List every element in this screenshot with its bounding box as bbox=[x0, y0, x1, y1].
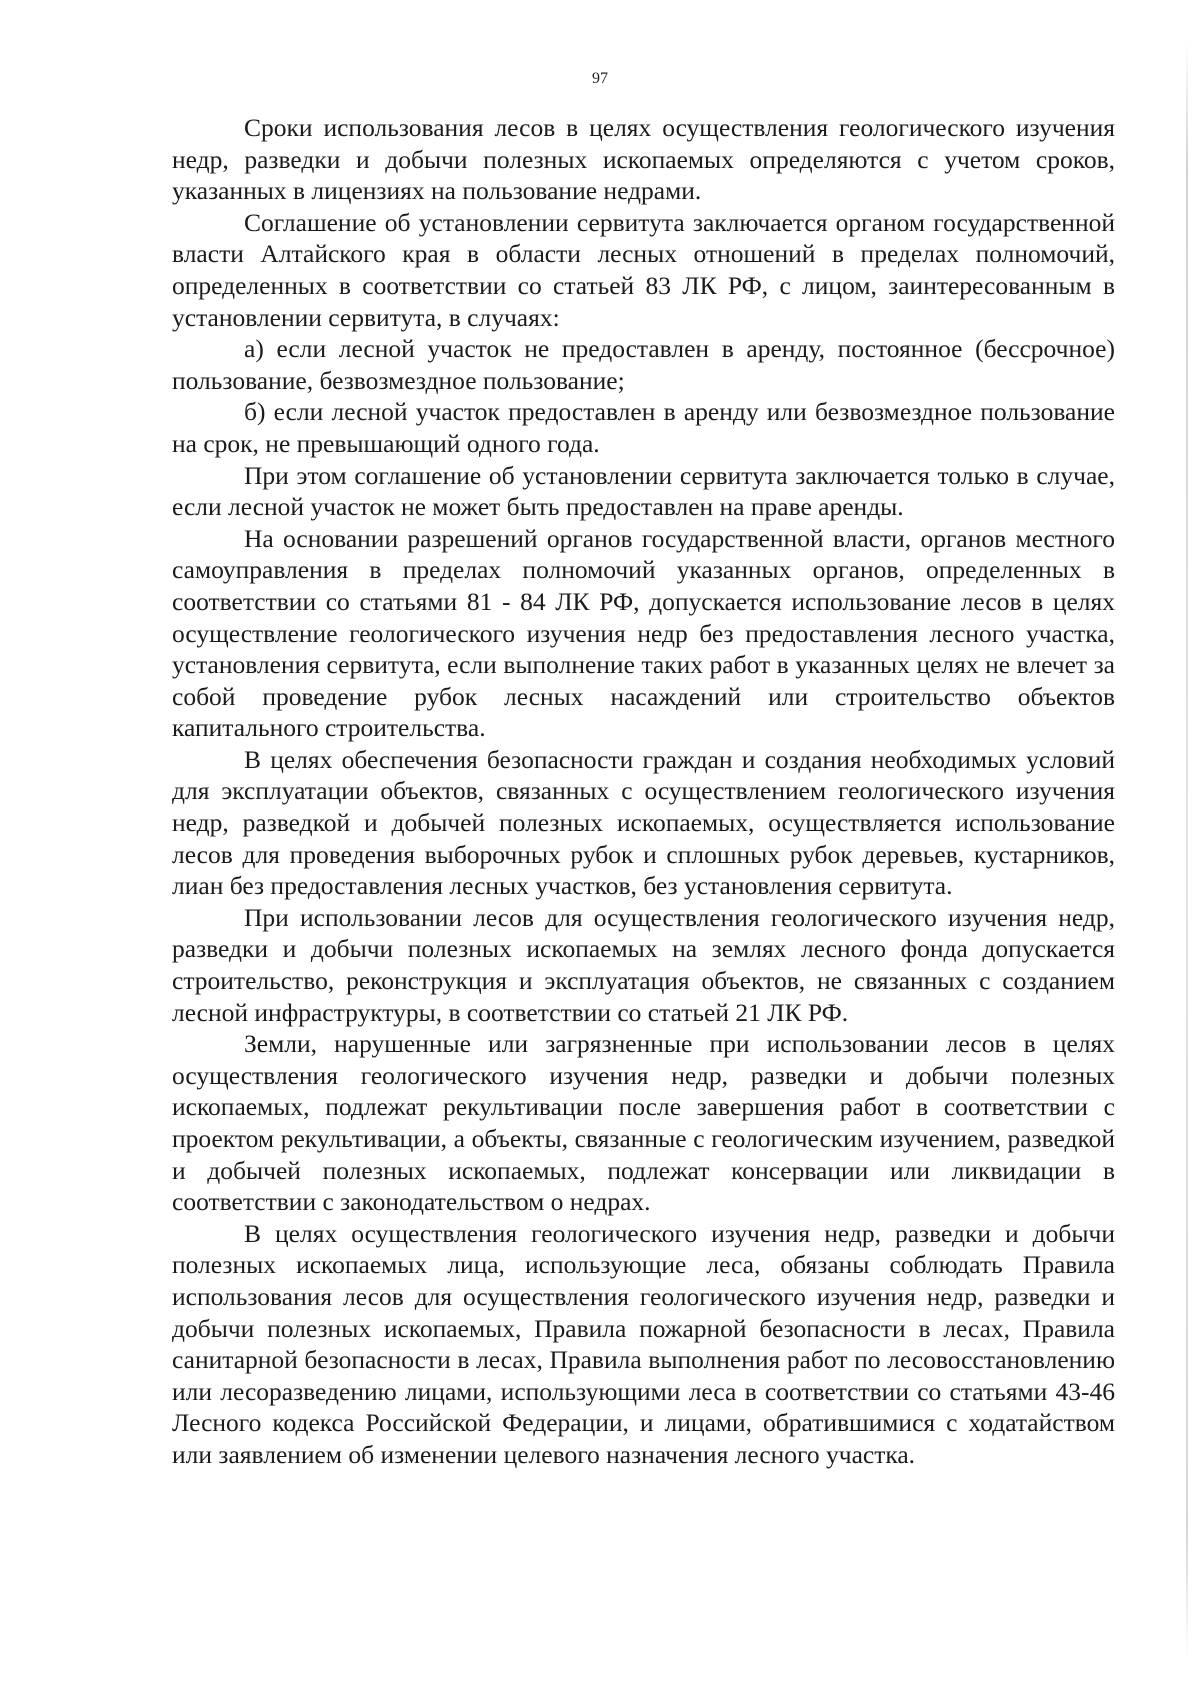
paragraph-servitude-agreement: Соглашение об установлении сервитута заключается органом государственной власти Алтайского края в области лесных отношений в пределах полномочий, определенных в соответствии со статьей 83 ЛК РФ, с лицом, заинтересованным в установлении сервитута, в случаях: bbox=[172, 207, 1115, 332]
document-body bbox=[172, 112, 1115, 1471]
scan-edge-shadow bbox=[1186, 40, 1188, 1660]
paragraph-rules-compliance: В целях осуществления геологического изучения недр, разведки и добычи полезных ископаемых лица, использующие леса, обязаны соблюдать Правила использования лесов для осуществления геологического изучения недр, разведки и добычи полезных ископаемых, Правила пожарной безопасности в лесах, Правила санитарной безопасности в лесах, Правила выполнения работ по лесовосстановлению или лесоразведению лицами, использующими леса в соответствии со статьями 43-46 Лесного кодекса Российской Федерации, и лицами, обратившимися с ходатайством или заявлением об изменении целевого назначения лесного участка. bbox=[172, 1218, 1115, 1469]
paragraph-terms-of-use: Сроки использования лесов в целях осуществления геологического изучения недр, разведки и добычи полезных ископаемых определяются с учетом сроков, указанных в лицензиях на пользование недрами. bbox=[172, 113, 1115, 206]
list-item-a: а) если лесной участок не предоставлен в аренду, постоянное (бессрочное) пользование, безвозмездное пользование; bbox=[172, 334, 1115, 395]
paragraph-reclamation: Земли, нарушенные или загрязненные при использовании лесов в целях осуществления геологического изучения недр, разведки и добычи полезных ископаемых, подлежат рекультивации после завершения работ в соответствии с проектом рекультивации, а объекты, связанные с геологическим изучением, разведкой и добычей полезных ископаемых, подлежат консервации или ликвидации в соответствии с законодательством о недрах. bbox=[172, 1029, 1115, 1217]
paragraph-servitude-condition: При этом соглашение об установлении сервитута заключается только в случае, если лесной участок не может быть предоставлен на праве аренды. bbox=[172, 460, 1115, 522]
paragraph-construction: При использовании лесов для осуществления геологического изучения недр, разведки и добычи полезных ископаемых на землях лесного фонда допускается строительство, реконструкция и эксплуатация объектов, не связанных с созданием лесной инфраструктуры, в соответствии со статьей 21 ЛК РФ. bbox=[172, 902, 1115, 1027]
page-number: 97 bbox=[592, 70, 608, 87]
list-item-b: б) если лесной участок предоставлен в аренду или безвозмездное пользование на срок, не превышающий одного года. bbox=[172, 397, 1115, 458]
paragraph-permits: На основании разрешений органов государственной власти, органов местного самоуправления в пределах полномочий указанных органов, определенных в соответствии со статьями 81 - 84 ЛК РФ, допускается использование лесов в целях осуществление геологического изучения недр без предоставления лесного участка, установления сервитута, если выполнение таких работ в указанных целях не влечет за собой проведение рубок лесных насаждений или строительство объектов капитального строительства. bbox=[172, 523, 1115, 743]
paragraph-safety-felling: В целях обеспечения безопасности граждан и создания необходимых условий для эксплуатации объектов, связанных с осуществлением геологического изучения недр, разведкой и добычей полезных ископаемых, осуществляется использование лесов для проведения выборочных рубок и сплошных рубок деревьев, кустарников, лиан без предоставления лесных участков, без установления сервитута. bbox=[172, 744, 1115, 901]
